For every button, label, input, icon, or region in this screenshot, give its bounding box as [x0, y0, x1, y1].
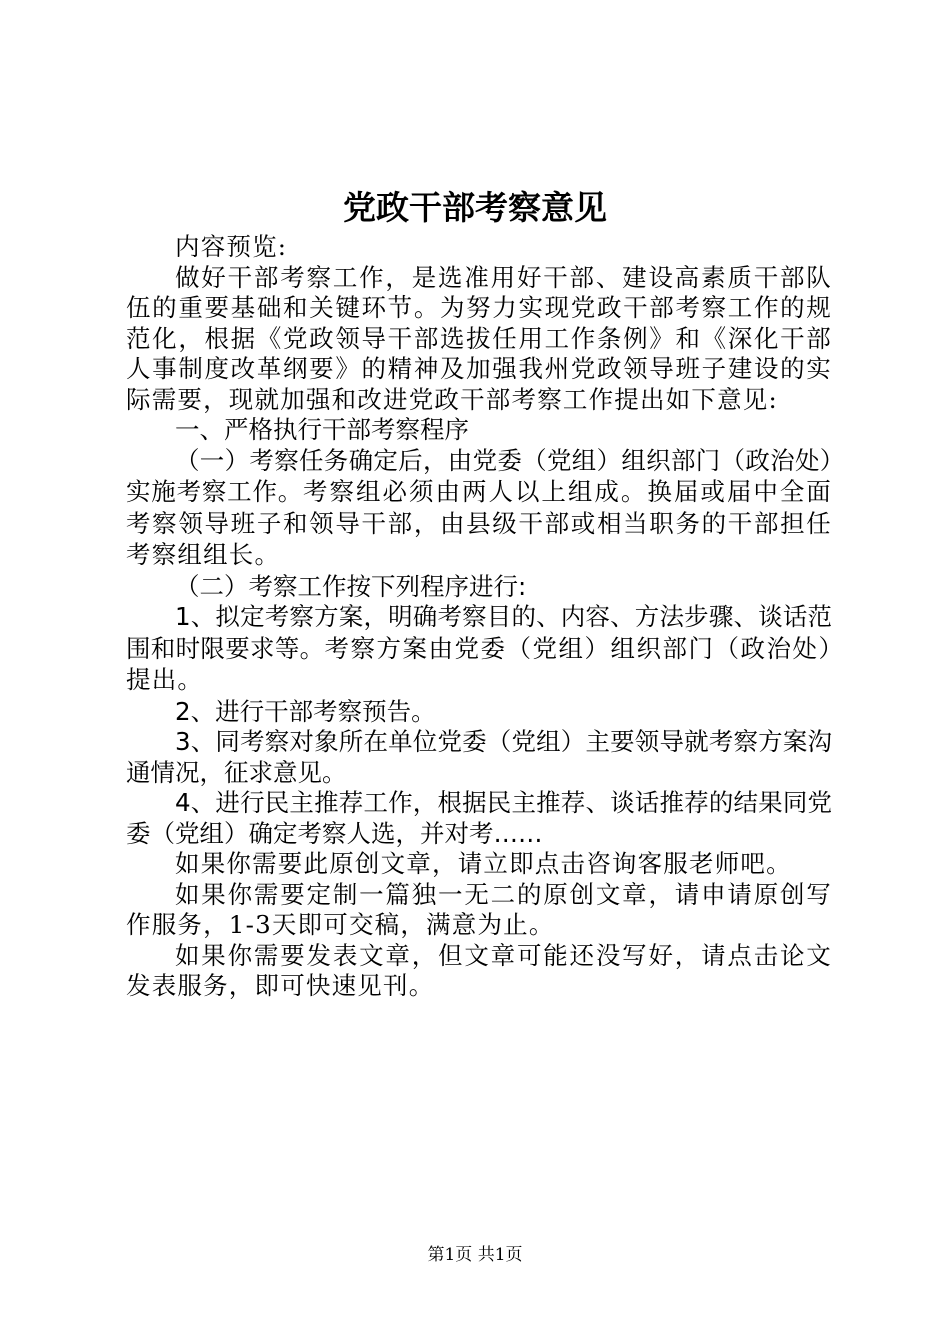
paragraph-lead: （一）考察任务确定后，由党委（党组）组织部门（政治处）实施考察工作。	[126, 445, 832, 506]
paragraph-rest: 考察方案由党委（党组）组织部门（政治处）提出。	[126, 633, 833, 694]
promo-paragraph-2: 如果你需要定制一篇独一无二的原创文章，请申请原创写作服务，1-3天即可交稿，满意为止。	[126, 879, 832, 939]
document-title: 党政干部考察意见	[343, 188, 607, 227]
step-3-paragraph: 3、同考察对象所在单位党委（党组）主要领导就考察方案沟通情况，征求意见。	[126, 727, 832, 787]
preview-label: 内容预览:	[175, 232, 288, 261]
step-4-paragraph: 4、进行民主推荐工作，根据民主推荐、谈话推荐的结果同党委（党组）确定考察人选，并对考……	[126, 788, 832, 848]
page-footer: 第1页 共1页	[427, 1245, 523, 1265]
promo-paragraph-1: 如果你需要此原创文章，请立即点击咨询客服老师吧。	[175, 849, 792, 878]
paragraph-rest: 考察组必须由两人以上组成。换届或届中全面考察领导班子和领导干部，由县级干部或相当职务的干部担任考察组组长。	[126, 477, 833, 569]
document-body	[126, 232, 832, 1002]
paragraph-lead: 1、拟定考察方案，明确考察目的、内容、方法步骤、谈话范围和时限要求等。	[126, 602, 832, 663]
promo-paragraph-3: 如果你需要发表文章，但文章可能还没写好，请点击论文发表服务，即可快速见刊。	[126, 940, 832, 1000]
paragraph-item-1	[126, 446, 832, 572]
step-1-paragraph	[126, 602, 832, 697]
paragraph-item-2: （二）考察工作按下列程序进行:	[175, 571, 527, 601]
section-heading-1: 一、严格执行干部考察程序	[175, 415, 469, 444]
intro-paragraph: 做好干部考察工作，是选准用好干部、建设高素质干部队伍的重要基础和关键环节。为努力实现党政干部考察工作的规范化，根据《党政领导干部选拔任用工作条例》和《深化干部人事制度改革纲要》的精神及加强我州党政领导班子建设的实际需要，现就加强和改进党政干部考察工作提出如下意见:	[126, 262, 832, 414]
step-2-paragraph: 2、进行干部考察预告。	[175, 696, 436, 726]
